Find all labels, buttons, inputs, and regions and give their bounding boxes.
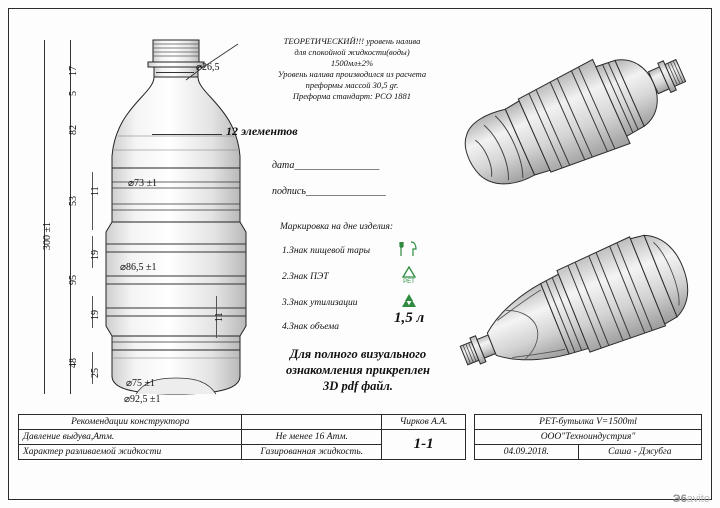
utilization-icon <box>398 292 420 310</box>
signature-field[interactable]: подпись________________ <box>272 186 386 197</box>
cell-recommendations: Рекомендации конструктора <box>19 415 242 430</box>
watermark-text: avito <box>686 493 710 505</box>
cell-author: Чирков А.А. <box>382 415 466 430</box>
dim-line-seg-a <box>92 172 93 230</box>
date-field[interactable]: дата_________________ <box>272 160 380 171</box>
dim-diam-outer: ⌀92,5 ±1 <box>124 394 161 405</box>
dim-neck-17: 17 <box>68 66 79 76</box>
note-line-4: Уровень налива производился из расчета <box>277 69 427 79</box>
dim-diam-body: ⌀86,5 ±1 <box>120 262 157 273</box>
dim-seg-19b: 19 <box>90 310 101 320</box>
cell-liquid-label: Характер разливаемой жидкости <box>19 445 242 460</box>
dim-diam-shoulder: ⌀73 ±1 <box>128 178 158 189</box>
dim-overall-height: 300 ±1 <box>42 222 53 250</box>
avito-watermark <box>673 493 710 505</box>
cell-date: 04.09.2018. <box>475 445 579 460</box>
pdf-note-line-1: Для полного визуального <box>289 347 427 361</box>
title-block-table <box>474 414 702 460</box>
leader-elements <box>152 134 222 135</box>
note-leader <box>180 40 250 100</box>
dim-shoulder-82: 82 <box>68 125 79 135</box>
cell-designer: Саша - Джубга <box>578 445 701 460</box>
dim-mid-95: 95 <box>68 275 79 285</box>
marking-item-4: 4.Знак объема <box>282 322 339 332</box>
dim-diam-neck: ⌀26,5 <box>196 62 220 73</box>
dim-diam-base: ⌀75 ±1 <box>126 378 156 389</box>
dim-seg-11a: 11 <box>90 186 101 196</box>
note-line-3: 1500мл±2% <box>330 58 374 68</box>
marking-item-2: 2.Знак ПЭТ <box>282 272 329 282</box>
cell-pressure-label: Давление выдува,Атм. <box>19 430 242 445</box>
table-row <box>475 415 702 430</box>
marking-item-3: 3.Знак утилизации <box>282 298 358 308</box>
dim-gap-5: 5 <box>68 91 79 96</box>
food-grade-icon <box>398 240 420 258</box>
pet-recycle-icon <box>398 266 420 284</box>
note-line-1: ТЕОРЕТИЧЕСКИЙ!!! уровень налива <box>283 36 421 46</box>
dim-line-overall <box>44 40 45 394</box>
watermark-prefix: Э6 <box>672 493 687 505</box>
dim-seg-25: 25 <box>90 368 101 378</box>
bottle-3d-top-render <box>438 22 700 212</box>
marking-title: Маркировка на дне изделия: <box>280 222 394 232</box>
dim-upper-53: 53 <box>68 196 79 206</box>
dim-base-48: 48 <box>68 358 79 368</box>
sheet-number: 1-1 <box>413 436 434 452</box>
table-row <box>19 415 466 430</box>
constructor-table <box>18 414 466 460</box>
cell-sheet-number-holder <box>382 430 466 460</box>
note-line-6: Преформа стандарт: PCO 1881 <box>292 91 412 101</box>
cell-liquid-value: Газированная жидкость. <box>242 445 382 460</box>
theoretical-fill-note <box>238 36 466 102</box>
cell-empty-1 <box>242 415 382 430</box>
pdf-note-line-2: ознакомления прикреплен <box>286 363 430 377</box>
table-row <box>475 445 702 460</box>
volume-mark: 1,5 л <box>394 310 425 326</box>
dim-seg-19a: 19 <box>90 250 101 260</box>
svg-text:PET: PET <box>403 279 415 284</box>
pdf-attachment-note <box>264 346 452 394</box>
marking-item-1: 1.Знак пищевой тары <box>282 246 371 256</box>
pdf-note-line-3: 3D pdf файл. <box>323 379 393 393</box>
table-row <box>19 430 466 445</box>
elements-count-label: 12 элементов <box>226 124 298 138</box>
dim-seg-11b: 11 <box>214 312 225 322</box>
cell-pressure-value: Не менее 16 Атм. <box>242 430 382 445</box>
note-line-5: преформы массой 30,5 gr. <box>305 80 399 90</box>
cell-product-name: PET-бутылка V=1500ml <box>475 415 702 430</box>
bottle-3d-bottom-render <box>440 218 702 398</box>
cell-company: ООО"Техноиндустрия" <box>475 430 702 445</box>
note-line-2: для спокойной жидкости(воды) <box>294 47 410 57</box>
table-row <box>475 430 702 445</box>
